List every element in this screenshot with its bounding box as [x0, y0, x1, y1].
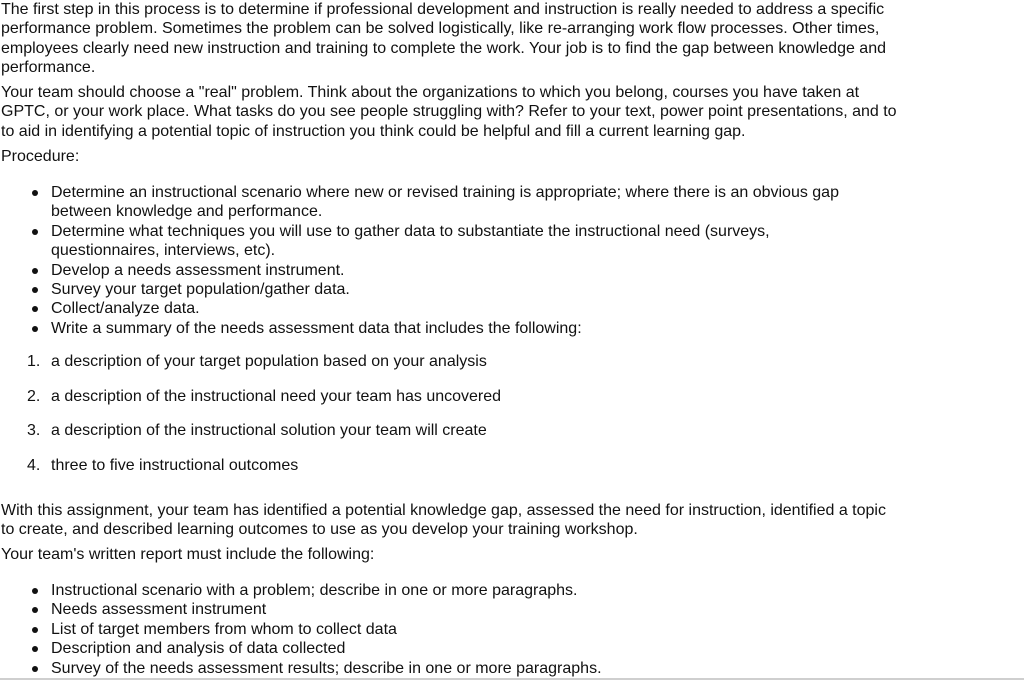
procedure-item	[0, 261, 881, 280]
team-paragraph: Your team should choose a "real" problem. Think about the organizations to which you belong, courses you have taken at GPTC, or your work place. What tasks do you see people struggling with? Refer to your text, power point presentations, and to to aid in identifying a potential topic of instruction you think could be helpful and fill a current learning gap.	[1, 84, 897, 140]
report-item-text: Description and analysis of data collected	[51, 640, 346, 658]
procedure-item	[0, 280, 881, 299]
summary-item-text: a description of the instructional need your team has uncovered	[51, 387, 502, 405]
summary-item	[0, 421, 501, 440]
report-label: Your team's written report must include the following:	[1, 546, 375, 563]
report-item	[0, 600, 881, 619]
summary-list	[0, 352, 501, 491]
bullet-icon	[32, 607, 38, 613]
procedure-label: Procedure:	[1, 148, 80, 165]
procedure-item-text: Develop a needs assessment instrument.	[51, 261, 345, 279]
procedure-item-text: Collect/analyze data.	[51, 300, 200, 318]
bullet-icon	[32, 588, 38, 594]
report-item-text: Needs assessment instrument	[51, 601, 267, 619]
summary-item	[0, 456, 501, 475]
report-item	[0, 659, 881, 678]
summary-item	[0, 387, 501, 406]
report-item	[0, 639, 881, 658]
procedure-item	[0, 299, 881, 318]
procedure-item	[0, 183, 881, 222]
item-number: 1.	[27, 353, 41, 370]
bullet-icon	[32, 627, 38, 633]
closing-paragraph: With this assignment, your team has identified a potential knowledge gap, assessed the need for instruction, identified a topic to create, and described learning outcomes to use as you develop your training workshop.	[1, 502, 886, 539]
summary-item	[0, 352, 501, 371]
bullet-icon	[32, 229, 38, 235]
report-item	[0, 620, 881, 639]
bullet-icon	[32, 646, 38, 652]
report-item-text: List of target members from whom to collect data	[51, 620, 397, 638]
report-list	[0, 581, 881, 678]
bullet-icon	[32, 306, 38, 312]
report-item-text: Survey of the needs assessment results; describe in one or more paragraphs.	[51, 659, 602, 677]
procedure-item-text: Survey your target population/gather data.	[51, 281, 350, 299]
item-number: 2.	[27, 387, 41, 405]
procedure-list	[0, 183, 881, 338]
bullet-icon	[32, 287, 38, 293]
procedure-item-text: Determine an instructional scenario where new or revised training is appropriate; where there is an obvious gap between knowledge and performance.	[51, 184, 839, 221]
procedure-item-text: Write a summary of the needs assessment data that includes the following:	[51, 319, 582, 337]
report-item-text: Instructional scenario with a problem; describe in one or more paragraphs.	[51, 582, 578, 599]
summary-item-text: a description of your target population based on your analysis	[51, 353, 487, 370]
intro-paragraph: The first step in this process is to determine if professional development and instruction is really needed to address a specific performance problem. Sometimes the problem can be solved logistically, like re-arranging work flow processes. Other times, employees clearly need new instruction and training to complete the work. Your job is to find the gap between knowledge and performance.	[1, 1, 886, 77]
bullet-icon	[32, 190, 38, 196]
procedure-item	[0, 222, 881, 261]
procedure-item	[0, 319, 881, 338]
summary-item-text: three to five instructional outcomes	[51, 457, 299, 475]
summary-item-text: a description of the instructional solution your team will create	[51, 422, 487, 440]
item-number: 3.	[27, 422, 41, 440]
procedure-item-text: Determine what techniques you will use to gather data to substantiate the instructional need (surveys, questionnaires, interviews, etc).	[51, 222, 770, 260]
bullet-icon	[32, 666, 38, 672]
item-number: 4.	[27, 457, 41, 475]
bullet-icon	[32, 268, 38, 274]
bullet-icon	[32, 326, 38, 332]
report-item	[0, 581, 881, 600]
